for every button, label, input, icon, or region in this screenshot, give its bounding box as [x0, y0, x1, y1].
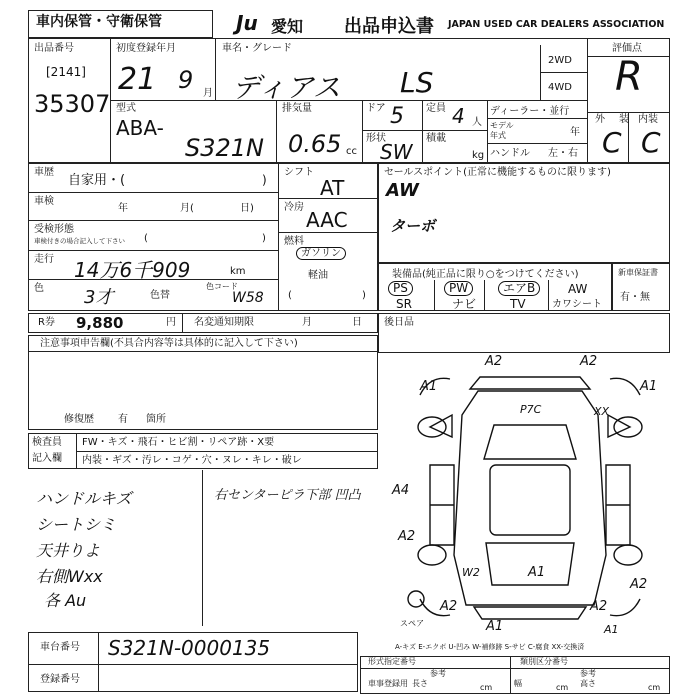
repair-label: 修復歴 — [64, 414, 94, 425]
storage-title: 車内保管・守衛保管 — [36, 14, 162, 30]
mark-a1-bottom: A1 — [486, 619, 504, 634]
inspector-exterior: FW・キズ・飛石・ヒビ割・リペア跡・X要 — [82, 437, 275, 448]
model-grade: LS — [400, 66, 434, 99]
brand-name: 愛知 — [271, 17, 304, 36]
length-cm: cm — [480, 683, 493, 692]
history-value: 自家用・( — [68, 173, 126, 188]
equip-aw: AW — [568, 282, 588, 296]
reg-label: 登録番号 — [40, 674, 80, 685]
spare-label: スペア — [400, 619, 424, 628]
equip-ps: PS — [388, 281, 413, 296]
rating-interior: C — [641, 126, 661, 159]
color-label: 色 — [34, 283, 44, 294]
lot-bracket: [2141] — [46, 65, 86, 79]
load-unit: kg — [472, 150, 485, 161]
drive-2wd: 2WD — [548, 55, 572, 66]
registration-month-unit: 月 — [203, 88, 213, 99]
chassis-value: S321N-0000135 — [108, 636, 271, 660]
repair-detail: 箇所 — [146, 414, 166, 425]
color-code-label: 色コード — [206, 282, 238, 291]
inspector-label: 検査員 — [32, 437, 62, 448]
sales-point-label: セールスポイント(正常に機能するものに限ります) — [384, 167, 611, 178]
type-prefix: ABA- — [116, 116, 164, 140]
test-req-close: ) — [262, 233, 266, 244]
height-label: 高さ — [580, 679, 596, 688]
reference-left: 参考 — [430, 669, 446, 678]
width-label: 幅 — [514, 679, 522, 688]
mark-a2-bottom-left: A2 — [440, 599, 458, 614]
load-label: 積載 — [426, 133, 446, 144]
mark-xx: XX — [594, 405, 610, 418]
class-number-label: 類別区分番号 — [520, 657, 568, 666]
mark-a2-top-left: A2 — [485, 354, 503, 369]
shape-label: 形状 — [366, 133, 386, 144]
equip-navi: ナビ — [452, 297, 477, 311]
displacement-value: 0.65 — [288, 130, 342, 158]
recycle-unit: 円 — [166, 317, 176, 328]
inspection-day: 日) — [240, 203, 254, 214]
damage-legend: A-キズ E-エクボ U-凹み W-補修跡 S-サビ C-腐食 XX-交換済 — [395, 643, 585, 651]
mark-a2-bottom-right: A2 — [590, 599, 608, 614]
width-cm: cm — [556, 683, 569, 692]
capacity-label: 定員 — [426, 103, 446, 114]
inspector-interior: 内装・ギズ・汚レ・コゲ・穴・ヌレ・キレ・破レ — [82, 455, 302, 466]
type-label: 型式 — [116, 103, 136, 114]
recycle-amount: 9,880 — [76, 314, 124, 332]
equip-airbag: エアB — [498, 281, 540, 296]
inspector-sub: 記入欄 — [32, 453, 62, 464]
equip-pw: PW — [444, 281, 473, 296]
door-label: ドア — [366, 103, 386, 114]
shape-value: SW — [380, 140, 413, 164]
history-label: 車歴 — [34, 167, 54, 178]
lot-number: 35307 — [34, 90, 111, 118]
equip-seat: カワシート — [552, 299, 602, 310]
model-year-label: モデル — [490, 121, 514, 130]
sales-point-2: ターボ — [390, 217, 436, 235]
mark-a2-left: A2 — [398, 529, 416, 544]
aircon-value: AAC — [306, 208, 348, 232]
inspection-year: 年 — [118, 203, 128, 214]
displacement-unit: cc — [346, 146, 357, 157]
dealer-label: ディーラー・並行 — [490, 106, 570, 117]
fuel-diesel: 軽油 — [308, 270, 328, 281]
year-unit: 年 — [570, 127, 580, 138]
displacement-label: 排気量 — [282, 103, 312, 114]
year-label: 年式 — [490, 131, 506, 140]
sales-point-1: AW — [386, 180, 419, 201]
drive-4wd: 4WD — [548, 82, 572, 93]
color-code: W58 — [232, 290, 264, 306]
reference-right: 参考 — [580, 669, 596, 678]
deadline-month: 月 — [302, 317, 312, 328]
mark-a1-rear: A1 — [604, 623, 619, 636]
notes-label: 注意事項申告欄(不具合内容等は具体的に記入して下さい) — [40, 338, 298, 349]
test-req-note: 車検付きの場合記入して下さい — [34, 237, 125, 245]
type-value: S321N — [185, 134, 264, 162]
mark-a2-right-mid: A2 — [630, 577, 648, 592]
hw-note-2: シートシミ — [36, 515, 117, 534]
inspection-month: 月( — [180, 203, 194, 214]
model-label: 車名・グレード — [222, 43, 292, 54]
color-value: 3才 — [84, 287, 114, 308]
deadline-day: 日 — [352, 317, 362, 328]
test-req-open: ( — [144, 233, 148, 244]
rating-interior-label: 内装 — [638, 114, 658, 125]
hw-note-4: 右側Wxx — [36, 567, 103, 586]
association-name: JAPAN USED CAR DEALERS ASSOCIATION — [448, 19, 665, 30]
mark-w2: W2 — [462, 566, 480, 579]
equip-tv: TV — [510, 297, 526, 311]
hw-note-5: 各 Au — [44, 591, 87, 610]
registration-label: 初度登録年月 — [116, 43, 176, 54]
handle-options: 左・右 — [548, 148, 578, 159]
registration-month: 9 — [178, 66, 194, 94]
mileage-value: 14万6千909 — [74, 258, 191, 282]
registration-year: 21 — [118, 62, 157, 97]
mark-p7c: P7C — [520, 403, 542, 416]
equip-sr: SR — [396, 297, 412, 311]
fuel-gasoline: ガソリン — [296, 247, 346, 260]
mark-a1-right: A1 — [640, 379, 658, 394]
hw-note-right: 右センターピラ下部 凹凸 — [214, 488, 361, 503]
rear-seat-label: 後日品 — [384, 317, 414, 328]
capacity-unit: 人 — [472, 117, 482, 128]
lot-label: 出品番号 — [34, 43, 74, 54]
equipment-label: 装備品(純正品に限り○をつけてください) — [392, 269, 579, 280]
form-title: 出品申込書 — [344, 16, 434, 37]
mileage-label: 走行 — [34, 254, 54, 265]
mileage-unit: km — [230, 266, 246, 277]
shift-value: AT — [320, 176, 345, 200]
fuel-open: ( — [288, 290, 292, 301]
deadline-label: 名変通知期限 — [194, 317, 254, 328]
color-repaint-label: 色替 — [150, 290, 170, 301]
car-diagram — [390, 355, 670, 645]
mark-a1-center: A1 — [528, 565, 546, 580]
mark-a2-top-right: A2 — [580, 354, 598, 369]
handle-label: ハンドル — [490, 148, 530, 159]
warranty-value: 有・無 — [620, 292, 650, 303]
capacity-value: 4 — [452, 104, 465, 128]
aircon-label: 冷房 — [284, 202, 304, 213]
fuel-close: ) — [362, 290, 366, 301]
sales-point-block — [378, 163, 670, 263]
hw-note-3: 天井りよ — [36, 541, 101, 560]
test-req-label: 受検形態 — [34, 224, 74, 235]
length-label: 長さ — [412, 679, 428, 688]
chassis-label: 車台番号 — [40, 642, 80, 653]
recycle-label: R券 — [38, 317, 55, 328]
model-name: ディアス — [232, 71, 341, 104]
rear-seat-block — [378, 313, 670, 353]
hw-note-1: ハンドルキズ — [36, 489, 132, 508]
rating-score: R — [615, 54, 643, 100]
brand-logo: Ju — [236, 11, 258, 35]
reg-use-label: 車事登録用 — [368, 679, 408, 688]
height-cm: cm — [648, 683, 661, 692]
inspection-label: 車検 — [34, 196, 54, 207]
door-value: 5 — [390, 104, 404, 129]
rating-exterior: C — [602, 126, 622, 159]
repair-value: 有 — [118, 414, 128, 425]
mark-a4: A4 — [392, 483, 410, 498]
rating-label: 評価点 — [612, 43, 642, 54]
rating-exterior-label: 外 — [595, 114, 605, 125]
rating-exterior-sub: 装 — [619, 114, 629, 125]
warranty-label: 新車保証書 — [618, 268, 658, 277]
mark-a1-left: A1 — [420, 379, 438, 394]
history-close: ) — [262, 173, 267, 187]
shift-label: シフト — [284, 167, 314, 178]
form-number-label: 形式指定番号 — [368, 657, 416, 666]
fuel-label: 燃料 — [284, 236, 304, 247]
